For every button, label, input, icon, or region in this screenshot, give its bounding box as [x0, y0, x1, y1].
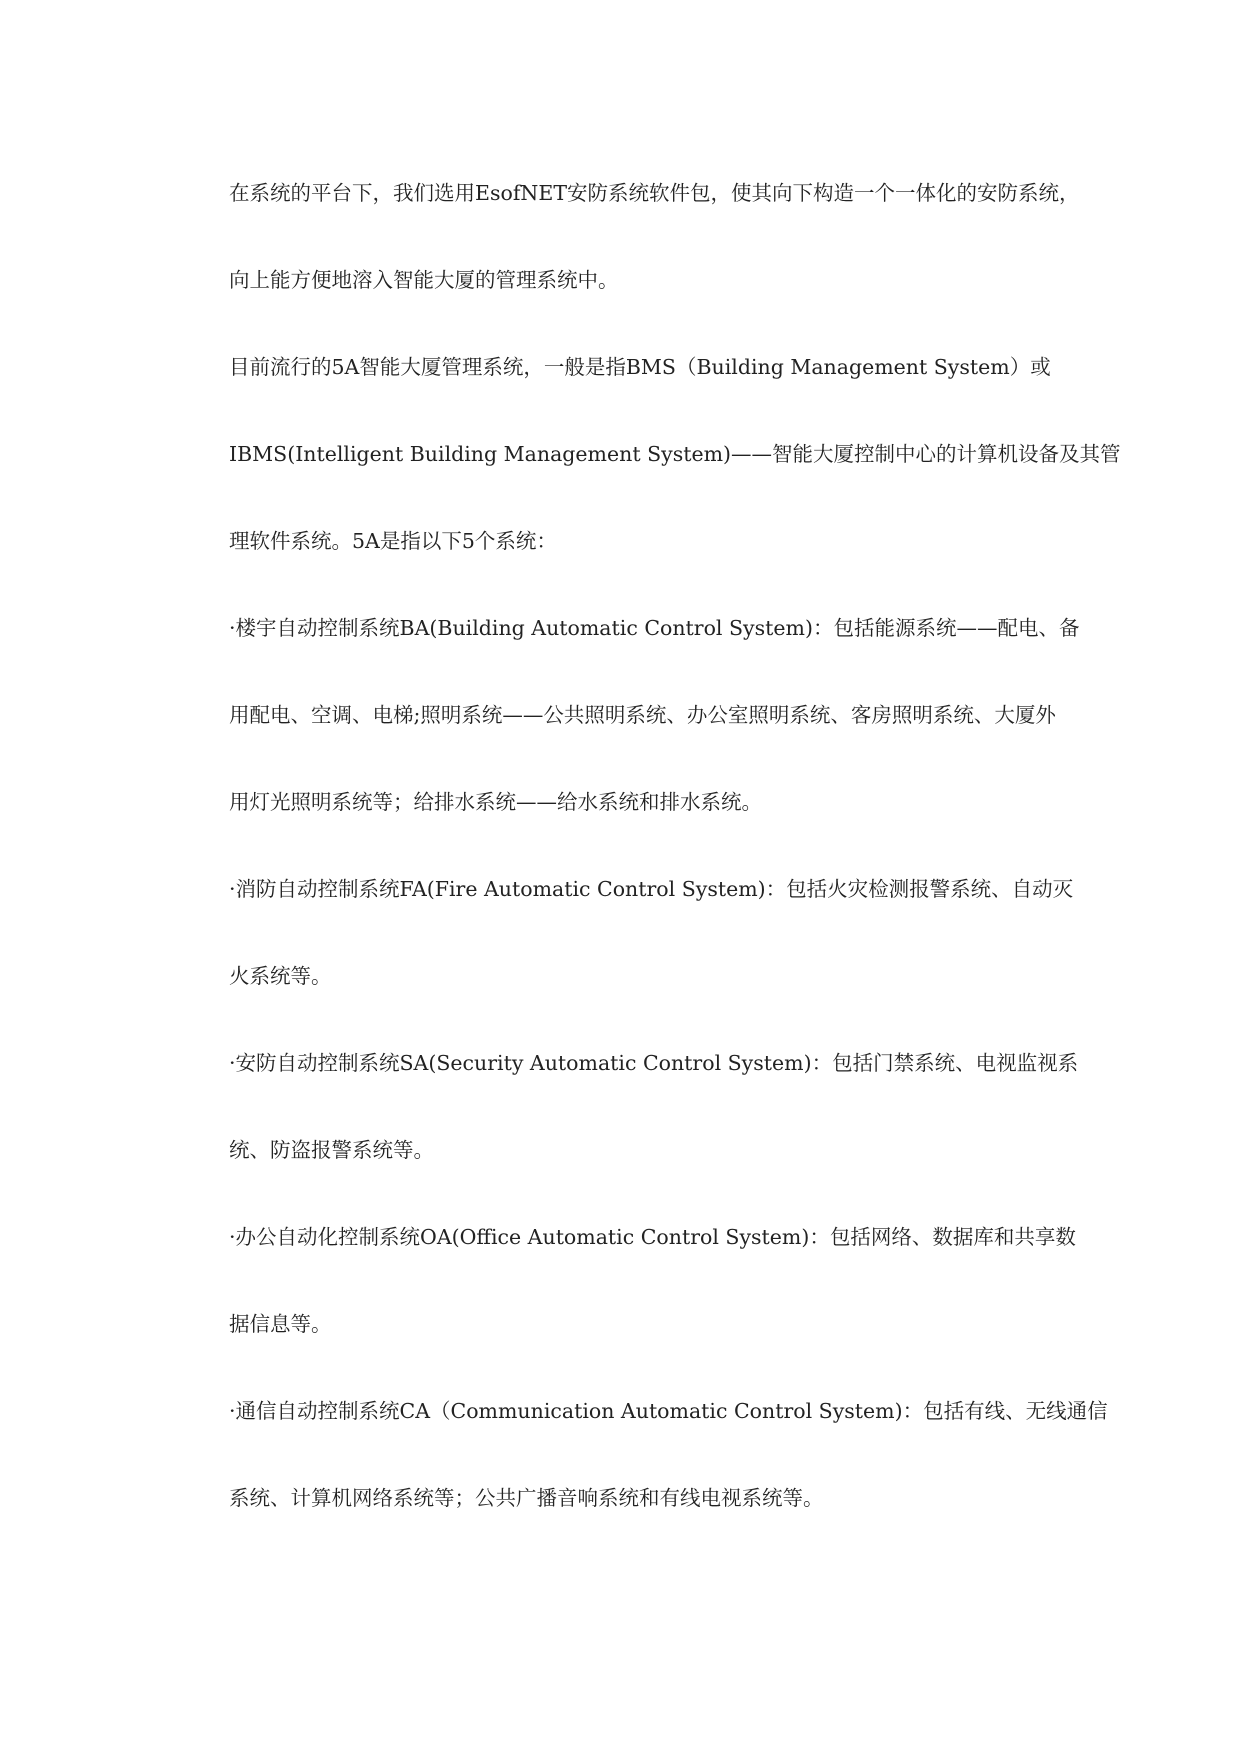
paragraph-line: 目前流行的5A智能大厦管理系统，一般是指BMS（Building Management System）或: [229, 355, 1051, 379]
paragraph-line: 在系统的平台下，我们选用EsofNET安防系统软件包，使其向下构造一个一体化的安防系统，: [229, 181, 1080, 205]
bullet-item-ba: ·楼宇自动控制系统BA(Building Automatic Control System)：包括能源系统——配电、备: [229, 616, 1080, 640]
paragraph-line: 系统、计算机网络系统等；公共广播音响系统和有线电视系统等。: [229, 1486, 824, 1510]
paragraph-line: 理软件系统。5A是指以下5个系统：: [229, 529, 557, 553]
paragraph-line: 向上能方便地溶入智能大厦的管理系统中。: [229, 268, 619, 292]
paragraph-line: IBMS(Intelligent Building Management System)——智能大厦控制中心的计算机设备及其管: [229, 442, 1121, 466]
bullet-item-fa: ·消防自动控制系统FA(Fire Automatic Control System)：包括火灾检测报警系统、自动灭: [229, 877, 1074, 901]
bullet-item-ca: ·通信自动控制系统CA（Communication Automatic Control System)：包括有线、无线通信: [229, 1399, 1108, 1423]
bullet-item-oa: ·办公自动化控制系统OA(Office Automatic Control System)：包括网络、数据库和共享数: [229, 1225, 1076, 1249]
paragraph-line: 用配电、空调、电梯;照明系统——公共照明系统、办公室照明系统、客房照明系统、大厦外: [229, 703, 1056, 727]
paragraph-line: 据信息等。: [229, 1312, 332, 1336]
paragraph-line: 火系统等。: [229, 964, 332, 988]
paragraph-line: 用灯光照明系统等；给排水系统——给水系统和排水系统。: [229, 790, 762, 814]
bullet-item-sa: ·安防自动控制系统SA(Security Automatic Control System)：包括门禁系统、电视监视系: [229, 1051, 1079, 1075]
paragraph-line: 统、防盗报警系统等。: [229, 1138, 434, 1162]
